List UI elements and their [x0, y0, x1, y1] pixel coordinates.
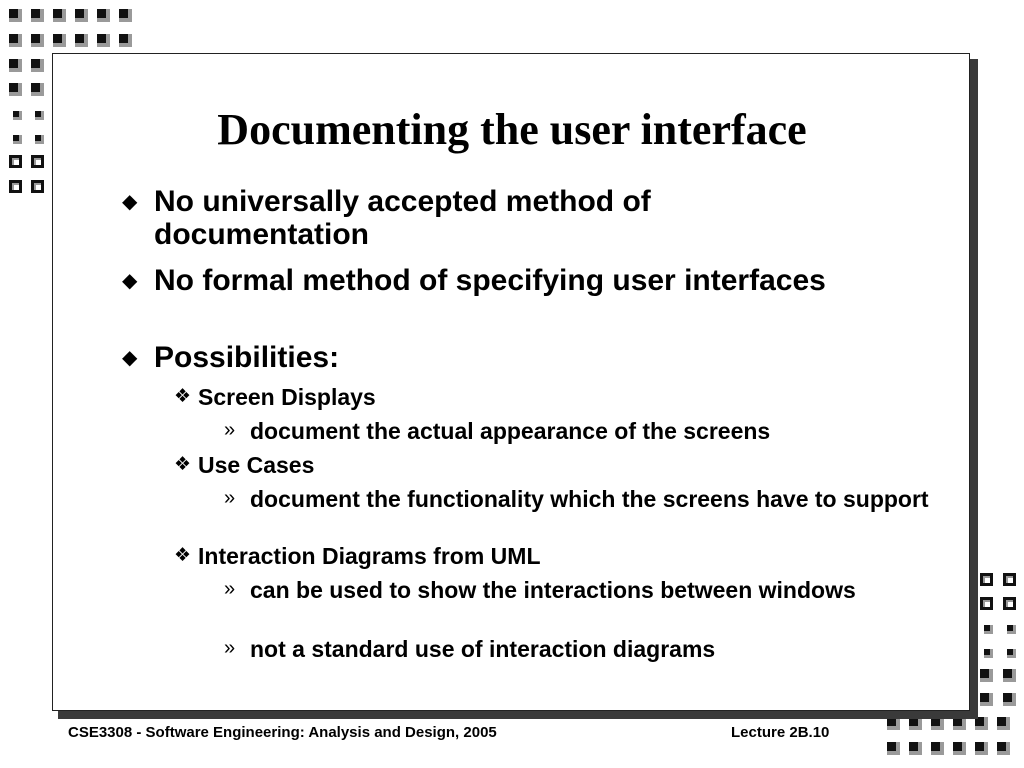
bullet-level3	[224, 636, 940, 662]
decorative-square	[31, 59, 44, 72]
decorative-square	[9, 155, 22, 168]
bullet-text: document the actual appearance of the screens	[250, 418, 771, 444]
diamond-bullet-icon: ◆	[122, 270, 138, 292]
decorative-square	[31, 83, 44, 96]
decorative-square	[997, 717, 1010, 730]
decorative-square	[1003, 573, 1016, 586]
decorative-square	[119, 9, 132, 22]
bullet-level1	[122, 264, 874, 297]
four-diamond-bullet-icon: ❖	[174, 386, 192, 407]
decorative-square	[980, 621, 993, 634]
bullet-text: No universally accepted method of documentation	[154, 185, 651, 251]
decorative-square	[97, 9, 110, 22]
bullet-level3	[224, 577, 940, 603]
decorative-square	[9, 34, 22, 47]
bullet-text: can be used to show the interactions between windows	[250, 577, 856, 603]
chevron-bullet-icon: »	[224, 637, 236, 659]
decorative-square	[909, 742, 922, 755]
four-diamond-bullet-icon: ❖	[174, 454, 192, 475]
decorative-square	[1003, 669, 1016, 682]
bullet-text: Use Cases	[198, 452, 315, 478]
chevron-bullet-icon: »	[224, 487, 236, 509]
bullet-level2	[174, 384, 878, 410]
chevron-bullet-icon: »	[224, 578, 236, 600]
decorative-square	[980, 645, 993, 658]
decorative-square	[97, 34, 110, 47]
diamond-bullet-icon: ◆	[122, 347, 138, 369]
footer-lecture: Lecture 2B.10	[731, 724, 830, 741]
decorative-square	[53, 9, 66, 22]
decorative-square	[1003, 645, 1016, 658]
decorative-square	[980, 693, 993, 706]
decorative-square	[75, 34, 88, 47]
bullet-level2	[174, 452, 878, 478]
decorative-square	[9, 9, 22, 22]
bullet-text: not a standard use of interaction diagrams	[250, 636, 716, 662]
decorative-square	[997, 742, 1010, 755]
decorative-square	[1003, 621, 1016, 634]
decorative-square	[31, 180, 44, 193]
decorative-square	[31, 9, 44, 22]
decorative-square	[119, 34, 132, 47]
bullet-level1	[122, 185, 874, 251]
bullet-level2	[174, 543, 878, 569]
bullet-text: Screen Displays	[198, 384, 376, 410]
four-diamond-bullet-icon: ❖	[174, 545, 192, 566]
bullet-text: No formal method of specifying user interfaces	[154, 264, 826, 297]
footer-course: CSE3308 - Software Engineering: Analysis and Design, 2005	[68, 724, 497, 741]
decorative-square	[31, 155, 44, 168]
decorative-square	[980, 669, 993, 682]
decorative-square	[1003, 693, 1016, 706]
decorative-square	[1003, 597, 1016, 610]
decorative-square	[31, 34, 44, 47]
decorative-square	[953, 742, 966, 755]
bullet-text: Possibilities:	[154, 341, 340, 374]
decorative-square	[53, 34, 66, 47]
decorative-square	[980, 573, 993, 586]
decorative-square	[887, 742, 900, 755]
decorative-square	[75, 9, 88, 22]
bullet-text: Interaction Diagrams from UML	[198, 543, 541, 569]
bullet-level3	[224, 418, 940, 444]
bullet-text: document the functionality which the screens have to support	[250, 486, 929, 512]
decorative-square	[9, 180, 22, 193]
slide-title: Documenting the user interface	[217, 105, 807, 154]
decorative-square	[980, 597, 993, 610]
decorative-square	[9, 83, 22, 96]
decorative-square	[975, 742, 988, 755]
bullet-level1	[122, 341, 874, 374]
bullet-level3	[224, 486, 940, 512]
chevron-bullet-icon: »	[224, 419, 236, 441]
decorative-square	[931, 742, 944, 755]
diamond-bullet-icon: ◆	[122, 191, 138, 213]
decorative-square	[9, 59, 22, 72]
